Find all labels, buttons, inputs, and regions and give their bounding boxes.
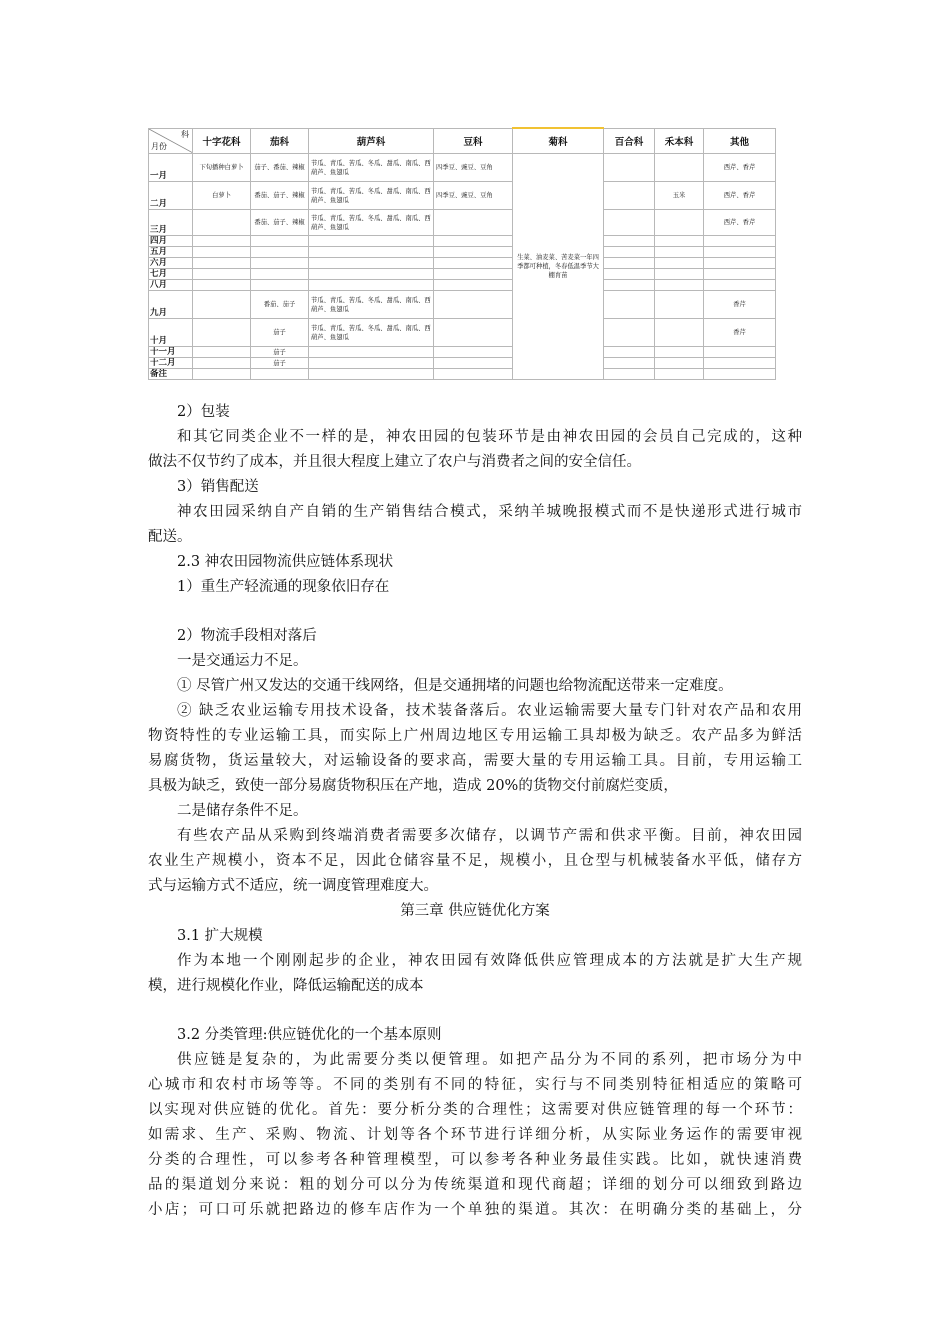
para-classify-line5: 分类的合理性，可以参考各种管理模型，可以参考各种业务最佳实践。比如，就快速消费 bbox=[148, 1152, 802, 1168]
cell-legume bbox=[434, 236, 513, 247]
header-legume: 豆科 bbox=[434, 128, 513, 154]
para-storage-line2: 农业生产规模小，资本不足，因此仓储容量不足，规模小，且仓型与机械装备水平低，储存方 bbox=[148, 853, 802, 869]
cell-solanaceae: 番茄、茄子、辣椒 bbox=[251, 182, 309, 210]
heading-2-3: 2.3 神农田园物流供应链体系现状 bbox=[177, 554, 394, 570]
cell-solanaceae: 茄子 bbox=[251, 319, 309, 347]
para-scale-line2: 模，进行规模化作业，降低运输配送的成本 bbox=[148, 978, 424, 994]
cell-cucurbit bbox=[309, 247, 434, 258]
cell-cucurbit bbox=[309, 258, 434, 269]
cell-grass: 玉米 bbox=[655, 182, 704, 210]
para-scale-line1: 作为本地一个刚刚起步的企业，神农田园有效降低供应管理成本的方法就是扩大生产规 bbox=[177, 953, 802, 969]
planting-calendar-table bbox=[148, 127, 775, 384]
cell-cucurbit bbox=[309, 347, 434, 358]
heading-3-1: 3.1 扩大规模 bbox=[177, 928, 263, 944]
cell-cucurbit: 节瓜、青瓜、苦瓜、冬瓜、甜瓜、南瓜、西葫芦、鱼翅瓜 bbox=[309, 182, 434, 210]
heading-3-2: 3.2 分类管理:供应链优化的一个基本原则 bbox=[177, 1027, 442, 1043]
para-sales-line2: 配送。 bbox=[148, 529, 192, 545]
cell-solanaceae bbox=[251, 247, 309, 258]
cell-legume bbox=[434, 347, 513, 358]
cell-crucifer bbox=[193, 358, 251, 369]
para-storage-line3: 式与运输方式不适应，统一调度管理难度大。 bbox=[148, 878, 438, 894]
cell-crucifer bbox=[193, 269, 251, 280]
para-storage-insufficient: 二是储存条件不足。 bbox=[177, 803, 308, 819]
cell-lily bbox=[604, 369, 655, 380]
cell-cucurbit: 节瓜、青瓜、苦瓜、冬瓜、甜瓜、南瓜、西葫芦、鱼翅瓜 bbox=[309, 154, 434, 182]
cell-grass bbox=[655, 319, 704, 347]
para-transport-insufficient: 一是交通运力不足。 bbox=[177, 653, 308, 669]
para-classify-line1: 供应链是复杂的，为此需要分类以便管理。如把产品分为不同的系列，把市场分为中 bbox=[177, 1052, 802, 1068]
cell-crucifer bbox=[193, 291, 251, 319]
cell-cucurbit: 节瓜、青瓜、苦瓜、冬瓜、甜瓜、南瓜、西葫芦、鱼翅瓜 bbox=[309, 319, 434, 347]
table-row bbox=[149, 369, 776, 380]
cell-other: 西芹、香芹 bbox=[704, 210, 776, 236]
para-equipment-line2: 物资特性的专业运输工具，而实际上广州周边地区专用运输工具却极为缺乏。农产品多为鲜活 bbox=[148, 728, 802, 744]
cell-solanaceae bbox=[251, 369, 309, 380]
header-other: 其他 bbox=[704, 128, 776, 154]
cell-grass bbox=[655, 247, 704, 258]
cell-crucifer bbox=[193, 236, 251, 247]
para-packaging-line2: 做法不仅节约了成本，并且很大程度上建立了农户与消费者之间的安全信任。 bbox=[148, 454, 641, 470]
table-row bbox=[149, 154, 776, 182]
cell-crucifer bbox=[193, 247, 251, 258]
table-row bbox=[149, 358, 776, 369]
cell-grass bbox=[655, 291, 704, 319]
cell-cucurbit: 节瓜、青瓜、苦瓜、冬瓜、甜瓜、南瓜、西葫芦、鱼翅瓜 bbox=[309, 210, 434, 236]
heading-sales-delivery: 3）销售配送 bbox=[177, 479, 259, 495]
cell-crucifer bbox=[193, 258, 251, 269]
cell-grass bbox=[655, 210, 704, 236]
cell-solanaceae bbox=[251, 258, 309, 269]
cell-grass bbox=[655, 269, 704, 280]
month-cell: 三月 bbox=[149, 210, 193, 236]
table-row bbox=[149, 236, 776, 247]
cell-legume bbox=[434, 280, 513, 291]
cell-other bbox=[704, 269, 776, 280]
month-cell: 一月 bbox=[149, 154, 193, 182]
cell-solanaceae: 茄子 bbox=[251, 347, 309, 358]
header-lily: 百合科 bbox=[604, 128, 655, 154]
month-cell: 五月 bbox=[149, 247, 193, 258]
month-cell: 六月 bbox=[149, 258, 193, 269]
cell-grass bbox=[655, 236, 704, 247]
cell-solanaceae bbox=[251, 236, 309, 247]
para-equipment-line4: 具极为缺乏，致使一部分易腐货物积压在产地，造成 20%的货物交付前腐烂变质， bbox=[148, 778, 678, 794]
table-row bbox=[149, 280, 776, 291]
cell-solanaceae: 番茄、茄子、辣椒 bbox=[251, 210, 309, 236]
header-cucurbit: 葫芦科 bbox=[309, 128, 434, 154]
para-classify-line6: 品的渠道划分来说：粗的划分可以分为传统渠道和现代商超；详细的划分可以细致到路边 bbox=[148, 1177, 802, 1193]
cell-cucurbit bbox=[309, 369, 434, 380]
corner-month-label: 月份 bbox=[151, 142, 167, 151]
cell-other bbox=[704, 247, 776, 258]
para-equipment-line1: ② 缺乏农业运输专用技术设备，技术装备落后。农业运输需要大量专门针对农产品和农用 bbox=[177, 703, 802, 719]
cell-other bbox=[704, 258, 776, 269]
corner-header-cell bbox=[149, 128, 193, 154]
cell-other bbox=[704, 280, 776, 291]
para-classify-line3: 以实现对供应链的优化。首先：要分析分类的合理性；这需要对供应链管理的每一个环节： bbox=[148, 1102, 802, 1118]
header-crucifer: 十字花科 bbox=[193, 128, 251, 154]
cell-crucifer: 白萝卜 bbox=[193, 182, 251, 210]
table-row bbox=[149, 347, 776, 358]
cell-cucurbit bbox=[309, 269, 434, 280]
cell-lily bbox=[604, 280, 655, 291]
month-cell: 备注 bbox=[149, 369, 193, 380]
header-solanaceae: 茄科 bbox=[251, 128, 309, 154]
calendar-grid bbox=[148, 127, 776, 380]
cell-lily bbox=[604, 182, 655, 210]
cell-crucifer bbox=[193, 210, 251, 236]
para-packaging-line1: 和其它同类企业不一样的是，神农田园的包装环节是由神农田园的会员自己完成的，这种 bbox=[177, 429, 802, 445]
cell-other bbox=[704, 369, 776, 380]
month-cell: 七月 bbox=[149, 269, 193, 280]
cell-cucurbit: 节瓜、青瓜、苦瓜、冬瓜、甜瓜、南瓜、西葫芦、鱼翅瓜 bbox=[309, 291, 434, 319]
cell-lily bbox=[604, 319, 655, 347]
table-row bbox=[149, 182, 776, 210]
cell-grass bbox=[655, 258, 704, 269]
heading-production-over-circulation: 1）重生产轻流通的现象依旧存在 bbox=[177, 579, 390, 595]
cell-cucurbit bbox=[309, 236, 434, 247]
cell-other: 西芹、香芹 bbox=[704, 154, 776, 182]
cell-lily bbox=[604, 258, 655, 269]
cell-legume bbox=[434, 210, 513, 236]
calendar-body bbox=[149, 154, 776, 380]
table-row bbox=[149, 291, 776, 319]
corner-family-label: 科 bbox=[181, 129, 189, 139]
cell-crucifer bbox=[193, 319, 251, 347]
month-cell: 十月 bbox=[149, 319, 193, 347]
cell-legume bbox=[434, 319, 513, 347]
header-composite: 菊科 bbox=[513, 128, 604, 154]
month-cell: 二月 bbox=[149, 182, 193, 210]
cell-cucurbit bbox=[309, 280, 434, 291]
month-cell: 十二月 bbox=[149, 358, 193, 369]
cell-lily bbox=[604, 347, 655, 358]
cell-lily bbox=[604, 358, 655, 369]
cell-lily bbox=[604, 269, 655, 280]
cell-other bbox=[704, 358, 776, 369]
para-equipment-line3: 易腐货物，货运量较大，对运输设备的要求高，需要大量的专用运输工具。目前，专用运输工 bbox=[148, 753, 802, 769]
cell-lily bbox=[604, 291, 655, 319]
cell-solanaceae: 番茄、茄子 bbox=[251, 291, 309, 319]
cell-crucifer bbox=[193, 280, 251, 291]
composite-note-cell: 生菜、油麦菜、苦麦菜一年四季都可种植，冬春低温季节大棚育苗 bbox=[513, 154, 604, 380]
para-classify-line2: 心城市和农村市场等等。不同的类别有不同的特征，实行与不同类别特征相适应的策略可 bbox=[148, 1077, 802, 1093]
month-cell: 八月 bbox=[149, 280, 193, 291]
month-cell: 十一月 bbox=[149, 347, 193, 358]
cell-grass bbox=[655, 369, 704, 380]
para-storage-line1: 有些农产品从采购到终端消费者需要多次储存，以调节产需和供求平衡。目前，神农田园 bbox=[177, 828, 802, 844]
cell-solanaceae: 茄子、番茄、辣椒 bbox=[251, 154, 309, 182]
cell-grass bbox=[655, 280, 704, 291]
cell-other: 香芹 bbox=[704, 291, 776, 319]
chapter-title: 第三章 供应链优化方案 bbox=[400, 903, 550, 919]
cell-crucifer bbox=[193, 369, 251, 380]
para-classify-line4: 如需求、生产、采购、物流、计划等各个环节进行详细分析，从实际业务运作的需要审视 bbox=[148, 1127, 802, 1143]
table-row bbox=[149, 319, 776, 347]
cell-crucifer: 下旬播种白萝卜 bbox=[193, 154, 251, 182]
cell-legume: 四季豆、豌豆、豆角 bbox=[434, 182, 513, 210]
cell-legume: 四季豆、豌豆、豆角 bbox=[434, 154, 513, 182]
cell-legume bbox=[434, 247, 513, 258]
cell-legume bbox=[434, 358, 513, 369]
table-row bbox=[149, 210, 776, 236]
cell-legume bbox=[434, 291, 513, 319]
cell-lily bbox=[604, 154, 655, 182]
cell-other: 西芹、香芹 bbox=[704, 182, 776, 210]
cell-lily bbox=[604, 210, 655, 236]
cell-legume bbox=[434, 269, 513, 280]
table-row bbox=[149, 247, 776, 258]
cell-solanaceae bbox=[251, 269, 309, 280]
header-row bbox=[149, 128, 776, 154]
cell-solanaceae: 茄子 bbox=[251, 358, 309, 369]
table-row bbox=[149, 269, 776, 280]
cell-other bbox=[704, 347, 776, 358]
cell-lily bbox=[604, 247, 655, 258]
cell-cucurbit bbox=[309, 358, 434, 369]
heading-packaging: 2）包装 bbox=[177, 404, 230, 420]
month-cell: 九月 bbox=[149, 291, 193, 319]
cell-grass bbox=[655, 358, 704, 369]
para-sales-line1: 神农田园采纳自产自销的生产销售结合模式，采纳羊城晚报模式而不是快递形式进行城市 bbox=[177, 504, 802, 520]
cell-other: 香芹 bbox=[704, 319, 776, 347]
header-grass: 禾本科 bbox=[655, 128, 704, 154]
para-traffic-congestion: ① 尽管广州又发达的交通干线网络，但是交通拥堵的问题也给物流配送带来一定难度。 bbox=[177, 678, 733, 694]
para-classify-line7: 小店；可口可乐就把路边的修车店作为一个单独的渠道。其次：在明确分类的基础上，分 bbox=[148, 1202, 802, 1218]
cell-solanaceae bbox=[251, 280, 309, 291]
cell-legume bbox=[434, 258, 513, 269]
cell-crucifer bbox=[193, 347, 251, 358]
cell-lily bbox=[604, 236, 655, 247]
cell-grass bbox=[655, 154, 704, 182]
cell-legume bbox=[434, 369, 513, 380]
cell-grass bbox=[655, 347, 704, 358]
month-cell: 四月 bbox=[149, 236, 193, 247]
cell-other bbox=[704, 236, 776, 247]
table-row bbox=[149, 258, 776, 269]
heading-logistics-backward: 2）物流手段相对落后 bbox=[177, 628, 317, 644]
